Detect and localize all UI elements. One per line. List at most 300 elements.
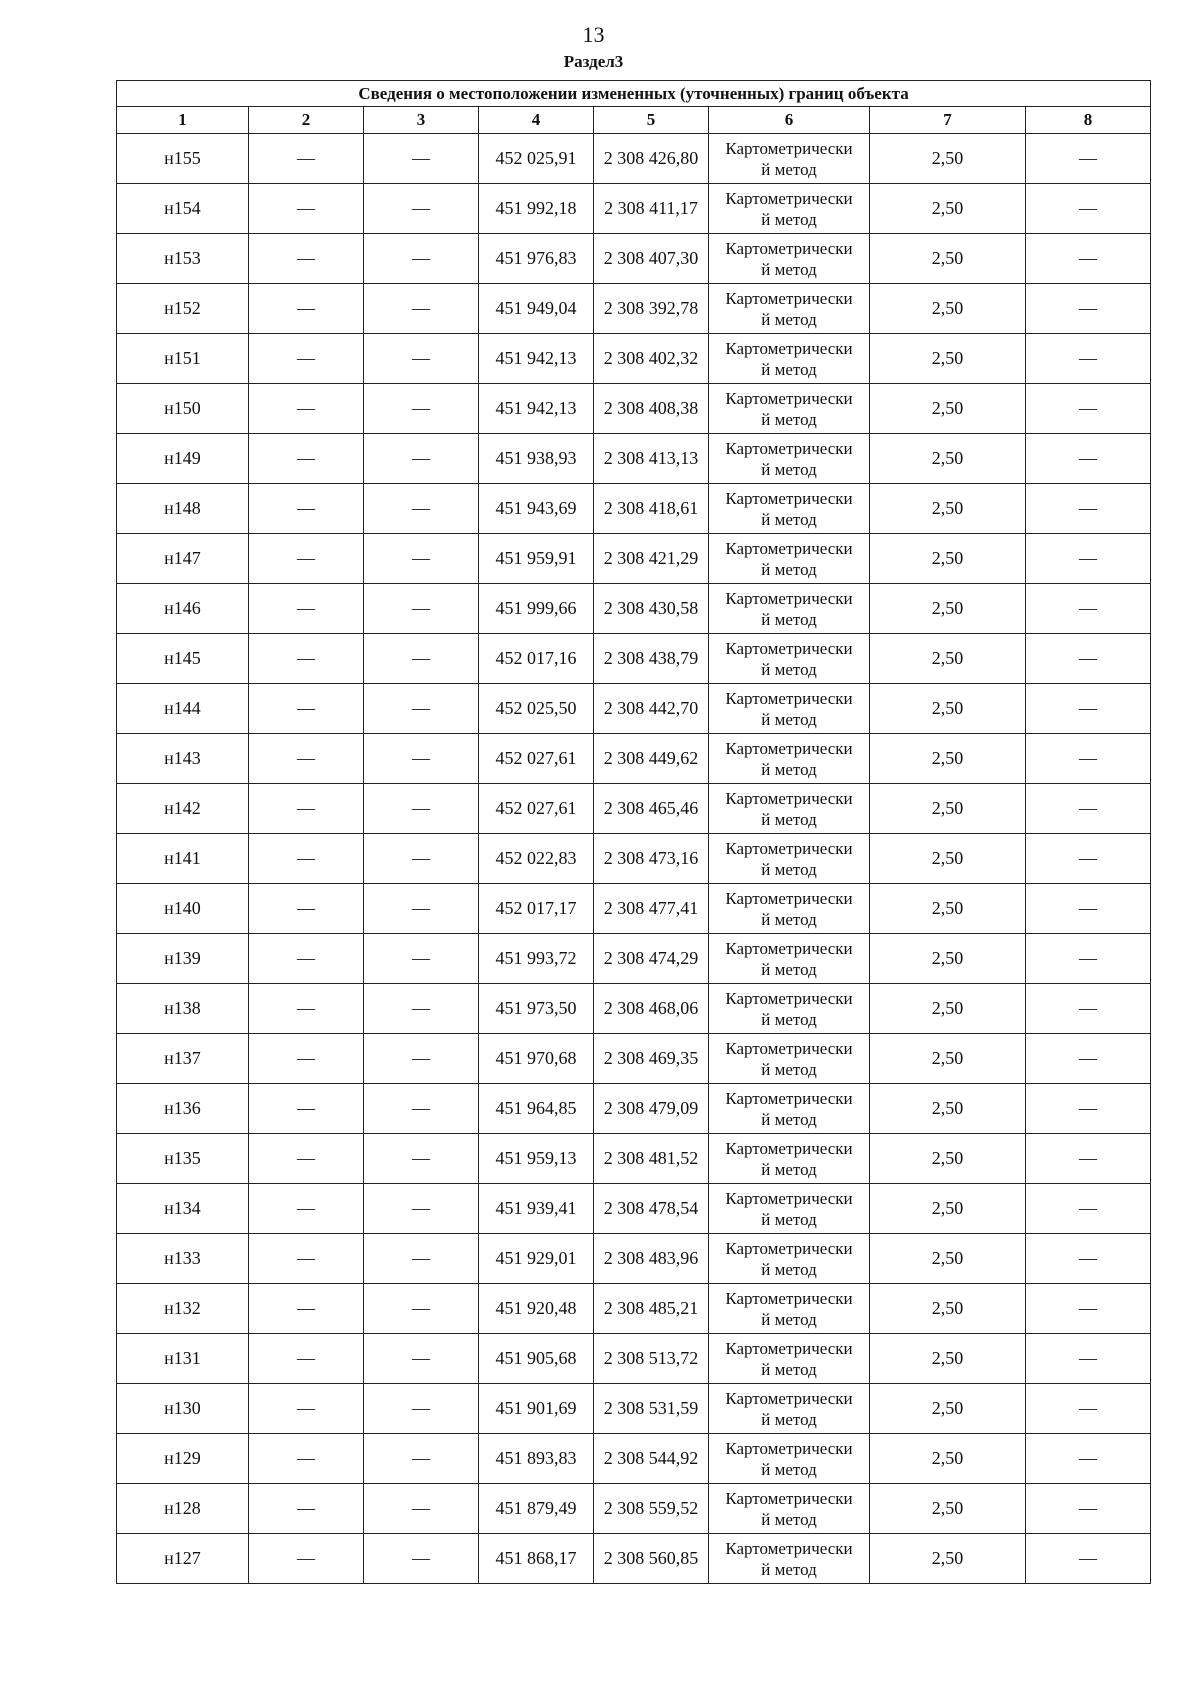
- point-name-cell: н139: [117, 934, 249, 984]
- method-cell: [709, 1234, 870, 1284]
- point-name-cell: н131: [117, 1334, 249, 1384]
- method-line-2: й метод: [761, 159, 817, 179]
- column-2-cell: —: [249, 884, 364, 934]
- method-cell: [709, 1284, 870, 1334]
- method-line-1: Картометрически: [725, 1488, 853, 1508]
- column-3-cell: —: [364, 1284, 479, 1334]
- method-line-1: Картометрически: [725, 488, 853, 508]
- x-coordinate-cell: 451 901,69: [479, 1384, 594, 1434]
- table-row: [117, 484, 1151, 534]
- y-coordinate-cell: 2 308 438,79: [594, 634, 709, 684]
- method-line-2: й метод: [761, 659, 817, 679]
- column-3-cell: —: [364, 734, 479, 784]
- column-3-cell: —: [364, 484, 479, 534]
- method-line-2: й метод: [761, 559, 817, 579]
- method-line-2: й метод: [761, 1009, 817, 1029]
- column-2-cell: —: [249, 284, 364, 334]
- column-number-header: 6: [709, 107, 870, 134]
- column-3-cell: —: [364, 1534, 479, 1584]
- column-8-cell: —: [1026, 1434, 1151, 1484]
- x-coordinate-cell: 451 970,68: [479, 1034, 594, 1084]
- column-3-cell: —: [364, 984, 479, 1034]
- column-2-cell: —: [249, 1284, 364, 1334]
- column-2-cell: —: [249, 1234, 364, 1284]
- table-row: [117, 134, 1151, 184]
- y-coordinate-cell: 2 308 442,70: [594, 684, 709, 734]
- method-cell: [709, 984, 870, 1034]
- method-line-2: й метод: [761, 259, 817, 279]
- point-name-cell: н136: [117, 1084, 249, 1134]
- method-line-1: Картометрически: [725, 1388, 853, 1408]
- y-coordinate-cell: 2 308 474,29: [594, 934, 709, 984]
- column-8-cell: —: [1026, 1284, 1151, 1334]
- table-row: [117, 984, 1151, 1034]
- method-line-1: Картометрически: [725, 838, 853, 858]
- x-coordinate-cell: 451 868,17: [479, 1534, 594, 1584]
- table-row: [117, 634, 1151, 684]
- column-2-cell: —: [249, 434, 364, 484]
- column-3-cell: —: [364, 934, 479, 984]
- table-row: [117, 1284, 1151, 1334]
- method-line-1: Картометрически: [725, 588, 853, 608]
- column-2-cell: —: [249, 1184, 364, 1234]
- x-coordinate-cell: 451 973,50: [479, 984, 594, 1034]
- method-cell: [709, 584, 870, 634]
- accuracy-cell: 2,50: [870, 534, 1026, 584]
- method-line-2: й метод: [761, 709, 817, 729]
- x-coordinate-cell: 451 942,13: [479, 334, 594, 384]
- column-8-cell: —: [1026, 434, 1151, 484]
- column-number-header: 2: [249, 107, 364, 134]
- x-coordinate-cell: 452 027,61: [479, 784, 594, 834]
- point-name-cell: н128: [117, 1484, 249, 1534]
- column-8-cell: —: [1026, 884, 1151, 934]
- table-row: [117, 1234, 1151, 1284]
- table-row: [117, 334, 1151, 384]
- x-coordinate-cell: 451 920,48: [479, 1284, 594, 1334]
- column-3-cell: —: [364, 584, 479, 634]
- method-line-2: й метод: [761, 1509, 817, 1529]
- accuracy-cell: 2,50: [870, 1484, 1026, 1534]
- table-row: [117, 584, 1151, 634]
- accuracy-cell: 2,50: [870, 634, 1026, 684]
- column-8-cell: —: [1026, 284, 1151, 334]
- y-coordinate-cell: 2 308 408,38: [594, 384, 709, 434]
- accuracy-cell: 2,50: [870, 1384, 1026, 1434]
- column-3-cell: —: [364, 534, 479, 584]
- column-8-cell: —: [1026, 134, 1151, 184]
- table-row: [117, 934, 1151, 984]
- method-line-1: Картометрически: [725, 338, 853, 358]
- y-coordinate-cell: 2 308 418,61: [594, 484, 709, 534]
- column-8-cell: —: [1026, 334, 1151, 384]
- x-coordinate-cell: 451 959,91: [479, 534, 594, 584]
- y-coordinate-cell: 2 308 479,09: [594, 1084, 709, 1134]
- column-3-cell: —: [364, 384, 479, 434]
- method-line-2: й метод: [761, 1109, 817, 1129]
- accuracy-cell: 2,50: [870, 934, 1026, 984]
- method-line-2: й метод: [761, 309, 817, 329]
- column-number-header: 8: [1026, 107, 1151, 134]
- column-2-cell: —: [249, 834, 364, 884]
- point-name-cell: н144: [117, 684, 249, 734]
- column-3-cell: —: [364, 334, 479, 384]
- column-8-cell: —: [1026, 684, 1151, 734]
- column-number-header: 3: [364, 107, 479, 134]
- column-2-cell: —: [249, 1384, 364, 1434]
- y-coordinate-cell: 2 308 407,30: [594, 234, 709, 284]
- point-name-cell: н127: [117, 1534, 249, 1584]
- column-3-cell: —: [364, 834, 479, 884]
- column-2-cell: —: [249, 1334, 364, 1384]
- column-3-cell: —: [364, 134, 479, 184]
- method-line-1: Картометрически: [725, 688, 853, 708]
- method-line-2: й метод: [761, 1309, 817, 1329]
- y-coordinate-cell: 2 308 421,29: [594, 534, 709, 584]
- x-coordinate-cell: 451 942,13: [479, 384, 594, 434]
- column-8-cell: —: [1026, 534, 1151, 584]
- accuracy-cell: 2,50: [870, 134, 1026, 184]
- method-line-2: й метод: [761, 1359, 817, 1379]
- method-cell: [709, 134, 870, 184]
- method-cell: [709, 1084, 870, 1134]
- column-2-cell: —: [249, 1084, 364, 1134]
- accuracy-cell: 2,50: [870, 1284, 1026, 1334]
- method-line-1: Картометрически: [725, 288, 853, 308]
- method-cell: [709, 1034, 870, 1084]
- method-line-1: Картометрически: [725, 1088, 853, 1108]
- y-coordinate-cell: 2 308 531,59: [594, 1384, 709, 1434]
- column-2-cell: —: [249, 1534, 364, 1584]
- boundary-coordinates-table: [116, 80, 1151, 1584]
- method-line-1: Картометрически: [725, 938, 853, 958]
- column-3-cell: —: [364, 1234, 479, 1284]
- point-name-cell: н147: [117, 534, 249, 584]
- accuracy-cell: 2,50: [870, 334, 1026, 384]
- accuracy-cell: 2,50: [870, 884, 1026, 934]
- column-3-cell: —: [364, 184, 479, 234]
- column-8-cell: —: [1026, 1084, 1151, 1134]
- column-8-cell: —: [1026, 484, 1151, 534]
- x-coordinate-cell: 451 999,66: [479, 584, 594, 634]
- method-line-2: й метод: [761, 509, 817, 529]
- y-coordinate-cell: 2 308 477,41: [594, 884, 709, 934]
- accuracy-cell: 2,50: [870, 1234, 1026, 1284]
- table-row: [117, 684, 1151, 734]
- table-row: [117, 1384, 1151, 1434]
- method-line-2: й метод: [761, 409, 817, 429]
- table-row: [117, 884, 1151, 934]
- method-line-1: Картометрически: [725, 1288, 853, 1308]
- column-8-cell: —: [1026, 584, 1151, 634]
- method-line-2: й метод: [761, 759, 817, 779]
- column-2-cell: —: [249, 634, 364, 684]
- point-name-cell: н142: [117, 784, 249, 834]
- column-8-cell: —: [1026, 1234, 1151, 1284]
- accuracy-cell: 2,50: [870, 384, 1026, 434]
- column-3-cell: —: [364, 434, 479, 484]
- x-coordinate-cell: 451 959,13: [479, 1134, 594, 1184]
- accuracy-cell: 2,50: [870, 1534, 1026, 1584]
- table-row: [117, 284, 1151, 334]
- method-line-2: й метод: [761, 1159, 817, 1179]
- method-cell: [709, 284, 870, 334]
- point-name-cell: н149: [117, 434, 249, 484]
- method-cell: [709, 1334, 870, 1384]
- y-coordinate-cell: 2 308 392,78: [594, 284, 709, 334]
- method-line-2: й метод: [761, 1059, 817, 1079]
- accuracy-cell: 2,50: [870, 1034, 1026, 1084]
- method-cell: [709, 184, 870, 234]
- point-name-cell: н135: [117, 1134, 249, 1184]
- method-line-1: Картометрически: [725, 388, 853, 408]
- column-2-cell: —: [249, 734, 364, 784]
- method-line-1: Картометрически: [725, 788, 853, 808]
- column-2-cell: —: [249, 384, 364, 434]
- accuracy-cell: 2,50: [870, 1184, 1026, 1234]
- x-coordinate-cell: 452 025,91: [479, 134, 594, 184]
- column-8-cell: —: [1026, 1484, 1151, 1534]
- method-cell: [709, 1384, 870, 1434]
- x-coordinate-cell: 452 027,61: [479, 734, 594, 784]
- method-line-2: й метод: [761, 359, 817, 379]
- x-coordinate-cell: 451 905,68: [479, 1334, 594, 1384]
- accuracy-cell: 2,50: [870, 784, 1026, 834]
- x-coordinate-cell: 451 976,83: [479, 234, 594, 284]
- accuracy-cell: 2,50: [870, 1084, 1026, 1134]
- accuracy-cell: 2,50: [870, 1134, 1026, 1184]
- column-number-header: 7: [870, 107, 1026, 134]
- column-8-cell: —: [1026, 1134, 1151, 1184]
- point-name-cell: н146: [117, 584, 249, 634]
- column-2-cell: —: [249, 234, 364, 284]
- column-3-cell: —: [364, 634, 479, 684]
- column-8-cell: —: [1026, 1534, 1151, 1584]
- accuracy-cell: 2,50: [870, 284, 1026, 334]
- point-name-cell: н133: [117, 1234, 249, 1284]
- column-8-cell: —: [1026, 1184, 1151, 1234]
- column-3-cell: —: [364, 784, 479, 834]
- table-row: [117, 1084, 1151, 1134]
- table-row: [117, 784, 1151, 834]
- method-line-1: Картометрически: [725, 538, 853, 558]
- y-coordinate-cell: 2 308 473,16: [594, 834, 709, 884]
- point-name-cell: н134: [117, 1184, 249, 1234]
- accuracy-cell: 2,50: [870, 234, 1026, 284]
- y-coordinate-cell: 2 308 481,52: [594, 1134, 709, 1184]
- column-8-cell: —: [1026, 184, 1151, 234]
- method-line-1: Картометрически: [725, 1338, 853, 1358]
- y-coordinate-cell: 2 308 430,58: [594, 584, 709, 634]
- y-coordinate-cell: 2 308 513,72: [594, 1334, 709, 1384]
- point-name-cell: н138: [117, 984, 249, 1034]
- column-2-cell: —: [249, 784, 364, 834]
- column-3-cell: —: [364, 1184, 479, 1234]
- y-coordinate-cell: 2 308 465,46: [594, 784, 709, 834]
- column-2-cell: —: [249, 484, 364, 534]
- column-2-cell: —: [249, 134, 364, 184]
- point-name-cell: н152: [117, 284, 249, 334]
- y-coordinate-cell: 2 308 402,32: [594, 334, 709, 384]
- method-cell: [709, 1434, 870, 1484]
- x-coordinate-cell: 451 938,93: [479, 434, 594, 484]
- accuracy-cell: 2,50: [870, 434, 1026, 484]
- column-3-cell: —: [364, 1084, 479, 1134]
- column-3-cell: —: [364, 1334, 479, 1384]
- table-caption: Сведения о местоположении измененных (уточненных) границ объекта: [117, 81, 1151, 107]
- method-line-2: й метод: [761, 1409, 817, 1429]
- method-line-1: Картометрически: [725, 1438, 853, 1458]
- method-cell: [709, 534, 870, 584]
- page-number: 13: [582, 22, 605, 47]
- y-coordinate-cell: 2 308 560,85: [594, 1534, 709, 1584]
- table-row: [117, 1034, 1151, 1084]
- column-2-cell: —: [249, 934, 364, 984]
- column-3-cell: —: [364, 884, 479, 934]
- y-coordinate-cell: 2 308 478,54: [594, 1184, 709, 1234]
- column-2-cell: —: [249, 684, 364, 734]
- table-row: [117, 534, 1151, 584]
- y-coordinate-cell: 2 308 413,13: [594, 434, 709, 484]
- column-8-cell: —: [1026, 234, 1151, 284]
- column-8-cell: —: [1026, 384, 1151, 434]
- accuracy-cell: 2,50: [870, 734, 1026, 784]
- column-8-cell: —: [1026, 984, 1151, 1034]
- x-coordinate-cell: 451 943,69: [479, 484, 594, 534]
- method-line-2: й метод: [761, 459, 817, 479]
- x-coordinate-cell: 452 022,83: [479, 834, 594, 884]
- point-name-cell: н154: [117, 184, 249, 234]
- point-name-cell: н137: [117, 1034, 249, 1084]
- column-number-header: 4: [479, 107, 594, 134]
- method-line-2: й метод: [761, 609, 817, 629]
- column-3-cell: —: [364, 1034, 479, 1084]
- table-row: [117, 1434, 1151, 1484]
- column-8-cell: —: [1026, 634, 1151, 684]
- point-name-cell: н148: [117, 484, 249, 534]
- section-title: Раздел3: [563, 52, 624, 71]
- accuracy-cell: 2,50: [870, 684, 1026, 734]
- column-8-cell: —: [1026, 734, 1151, 784]
- column-3-cell: —: [364, 234, 479, 284]
- method-cell: [709, 1134, 870, 1184]
- point-name-cell: н129: [117, 1434, 249, 1484]
- method-line-2: й метод: [761, 209, 817, 229]
- method-cell: [709, 734, 870, 784]
- x-coordinate-cell: 452 025,50: [479, 684, 594, 734]
- method-line-1: Картометрически: [725, 1138, 853, 1158]
- point-name-cell: н151: [117, 334, 249, 384]
- y-coordinate-cell: 2 308 426,80: [594, 134, 709, 184]
- x-coordinate-cell: 451 879,49: [479, 1484, 594, 1534]
- point-name-cell: н145: [117, 634, 249, 684]
- point-name-cell: н153: [117, 234, 249, 284]
- accuracy-cell: 2,50: [870, 834, 1026, 884]
- column-number-header: 5: [594, 107, 709, 134]
- column-8-cell: —: [1026, 784, 1151, 834]
- table-row: [117, 1134, 1151, 1184]
- column-2-cell: —: [249, 1034, 364, 1084]
- method-line-1: Картометрически: [725, 888, 853, 908]
- method-cell: [709, 1484, 870, 1534]
- method-cell: [709, 434, 870, 484]
- point-name-cell: н143: [117, 734, 249, 784]
- point-name-cell: н141: [117, 834, 249, 884]
- accuracy-cell: 2,50: [870, 1434, 1026, 1484]
- point-name-cell: н150: [117, 384, 249, 434]
- table-row: [117, 234, 1151, 284]
- accuracy-cell: 2,50: [870, 484, 1026, 534]
- column-2-cell: —: [249, 184, 364, 234]
- method-line-2: й метод: [761, 909, 817, 929]
- point-name-cell: н132: [117, 1284, 249, 1334]
- method-line-2: й метод: [761, 1559, 817, 1579]
- x-coordinate-cell: 451 939,41: [479, 1184, 594, 1234]
- method-line-2: й метод: [761, 809, 817, 829]
- column-3-cell: —: [364, 1434, 479, 1484]
- method-cell: [709, 384, 870, 434]
- method-line-2: й метод: [761, 1209, 817, 1229]
- method-cell: [709, 784, 870, 834]
- x-coordinate-cell: 451 929,01: [479, 1234, 594, 1284]
- table-row: [117, 384, 1151, 434]
- column-8-cell: —: [1026, 934, 1151, 984]
- method-cell: [709, 1534, 870, 1584]
- column-2-cell: —: [249, 1434, 364, 1484]
- point-name-cell: н140: [117, 884, 249, 934]
- method-cell: [709, 1184, 870, 1234]
- table-row: [117, 434, 1151, 484]
- y-coordinate-cell: 2 308 544,92: [594, 1434, 709, 1484]
- method-line-1: Картометрически: [725, 1038, 853, 1058]
- column-2-cell: —: [249, 984, 364, 1034]
- method-line-2: й метод: [761, 1459, 817, 1479]
- method-cell: [709, 884, 870, 934]
- column-3-cell: —: [364, 684, 479, 734]
- x-coordinate-cell: 451 993,72: [479, 934, 594, 984]
- column-2-cell: —: [249, 1484, 364, 1534]
- column-2-cell: —: [249, 1134, 364, 1184]
- table-row: [117, 1334, 1151, 1384]
- method-cell: [709, 484, 870, 534]
- y-coordinate-cell: 2 308 449,62: [594, 734, 709, 784]
- table-row: [117, 834, 1151, 884]
- x-coordinate-cell: 452 017,16: [479, 634, 594, 684]
- accuracy-cell: 2,50: [870, 184, 1026, 234]
- column-2-cell: —: [249, 584, 364, 634]
- table-row: [117, 1484, 1151, 1534]
- point-name-cell: н130: [117, 1384, 249, 1434]
- table-row: [117, 1184, 1151, 1234]
- column-3-cell: —: [364, 284, 479, 334]
- method-line-1: Картометрически: [725, 1538, 853, 1558]
- accuracy-cell: 2,50: [870, 1334, 1026, 1384]
- point-name-cell: н155: [117, 134, 249, 184]
- table-row: [117, 1534, 1151, 1584]
- y-coordinate-cell: 2 308 469,35: [594, 1034, 709, 1084]
- method-cell: [709, 834, 870, 884]
- method-line-1: Картометрически: [725, 238, 853, 258]
- x-coordinate-cell: 451 964,85: [479, 1084, 594, 1134]
- column-3-cell: —: [364, 1134, 479, 1184]
- y-coordinate-cell: 2 308 468,06: [594, 984, 709, 1034]
- x-coordinate-cell: 452 017,17: [479, 884, 594, 934]
- column-3-cell: —: [364, 1384, 479, 1434]
- method-line-2: й метод: [761, 1259, 817, 1279]
- column-2-cell: —: [249, 334, 364, 384]
- accuracy-cell: 2,50: [870, 984, 1026, 1034]
- x-coordinate-cell: 451 992,18: [479, 184, 594, 234]
